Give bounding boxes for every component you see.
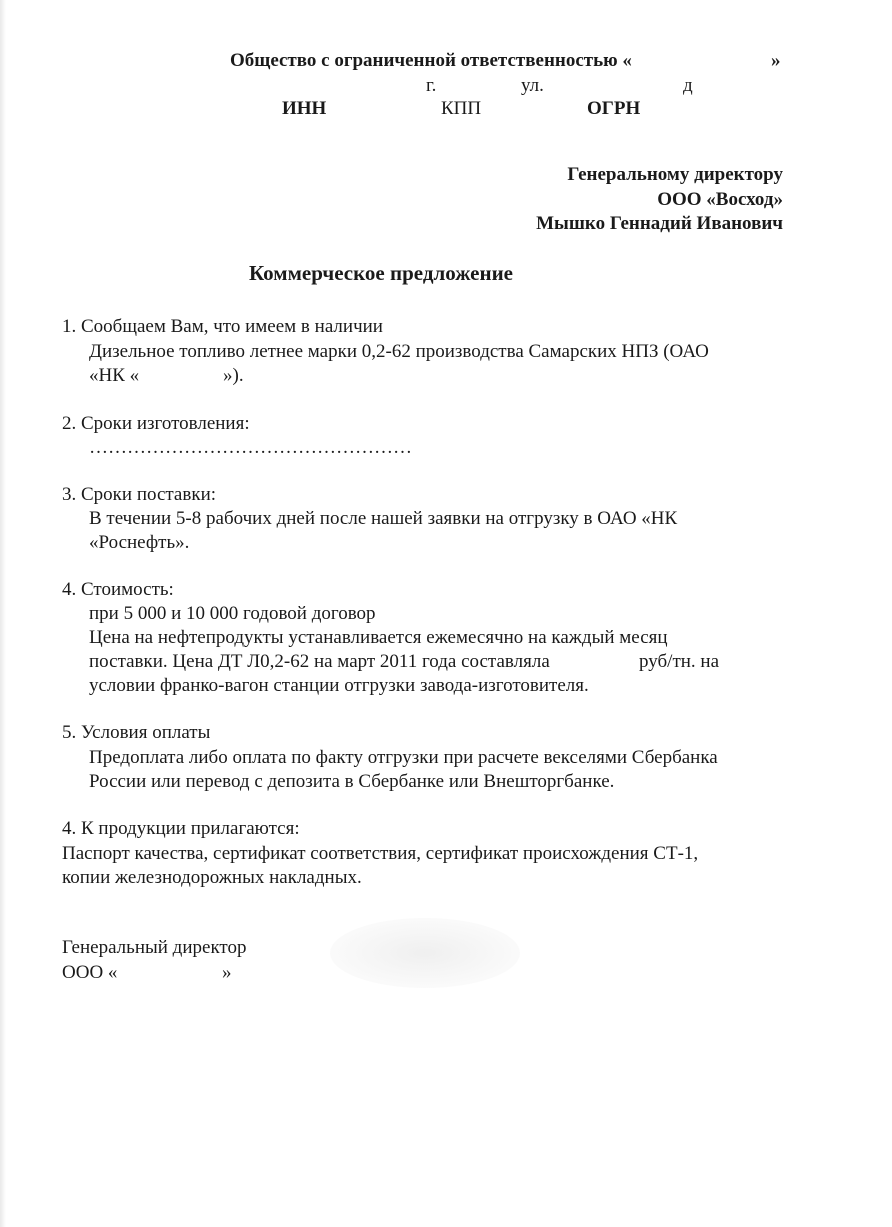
signature-position: Генеральный директор	[62, 937, 247, 958]
org-name-close-quote: »	[771, 50, 781, 71]
item-1-heading: 1. Сообщаем Вам, что имеем в наличии	[62, 316, 383, 337]
item-6-heading: 4. К продукции прилагаются:	[62, 818, 300, 839]
address-city: г.	[426, 75, 437, 96]
ogrn-label: ОГРН	[587, 98, 641, 119]
item-5-line-2: Предоплата либо оплата по факту отгрузки при расчете векселями Сбербанка	[89, 747, 718, 768]
address-house: д	[683, 75, 693, 96]
item-6-line-2: Паспорт качества, сертификат соответствия, сертификат происхождения СТ-1,	[62, 843, 699, 864]
item-2-heading: 2. Сроки изготовления:	[62, 413, 250, 434]
item-4-line-5: условии франко-вагон станции отгрузки завода-изготовителя.	[89, 675, 589, 696]
item-3-heading: 3. Сроки поставки:	[62, 484, 217, 505]
erased-signature-area	[330, 918, 520, 988]
item-4-line-2: при 5 000 и 10 000 годовой договор	[89, 603, 376, 624]
scan-edge	[0, 0, 6, 1227]
item-1-line-2: Дизельное топливо летнее марки 0,2-62 производства Самарских НПЗ (ОАО	[89, 341, 709, 362]
item-5-line-3: России или перевод с депозита в Сбербанке или Внешторгбанке.	[89, 771, 615, 792]
item-3-line-3: «Роснефть».	[89, 532, 190, 553]
signature-company-end: »	[222, 962, 232, 983]
org-name-line: Общество с ограниченной ответственностью «	[230, 50, 632, 71]
signature-company-start: ООО «	[62, 962, 118, 983]
item-4-line-3: Цена на нефтепродукты устанавливается ежемесячно на каждый месяц	[89, 627, 668, 648]
item-1-line-3-end: »).	[223, 365, 244, 386]
addressee-company: ООО «Восход»	[657, 189, 783, 210]
item-2-dotted-line: ……………………………………………	[89, 437, 412, 458]
item-6-line-3: копии железнодорожных накладных.	[62, 867, 362, 888]
inn-label: ИНН	[282, 98, 327, 119]
item-4-line-4-end: руб/тн. на	[639, 651, 720, 672]
item-5-heading: 5. Условия оплаты	[62, 722, 211, 743]
item-4-heading: 4. Стоимость:	[62, 579, 174, 600]
document-title: Коммерческое предложение	[249, 261, 513, 285]
item-4-line-4-start: поставки. Цена ДТ Л0,2-62 на март 2011 года составляла	[89, 651, 550, 672]
address-street: ул.	[521, 75, 544, 96]
item-1-line-3-start: «НК «	[89, 365, 140, 386]
item-3-line-2: В течении 5-8 рабочих дней после нашей заявки на отгрузку в ОАО «НК	[89, 508, 678, 529]
kpp-label: КПП	[441, 98, 482, 119]
addressee-position: Генеральному директору	[567, 164, 783, 185]
addressee-name: Мышко Геннадий Иванович	[536, 213, 783, 234]
